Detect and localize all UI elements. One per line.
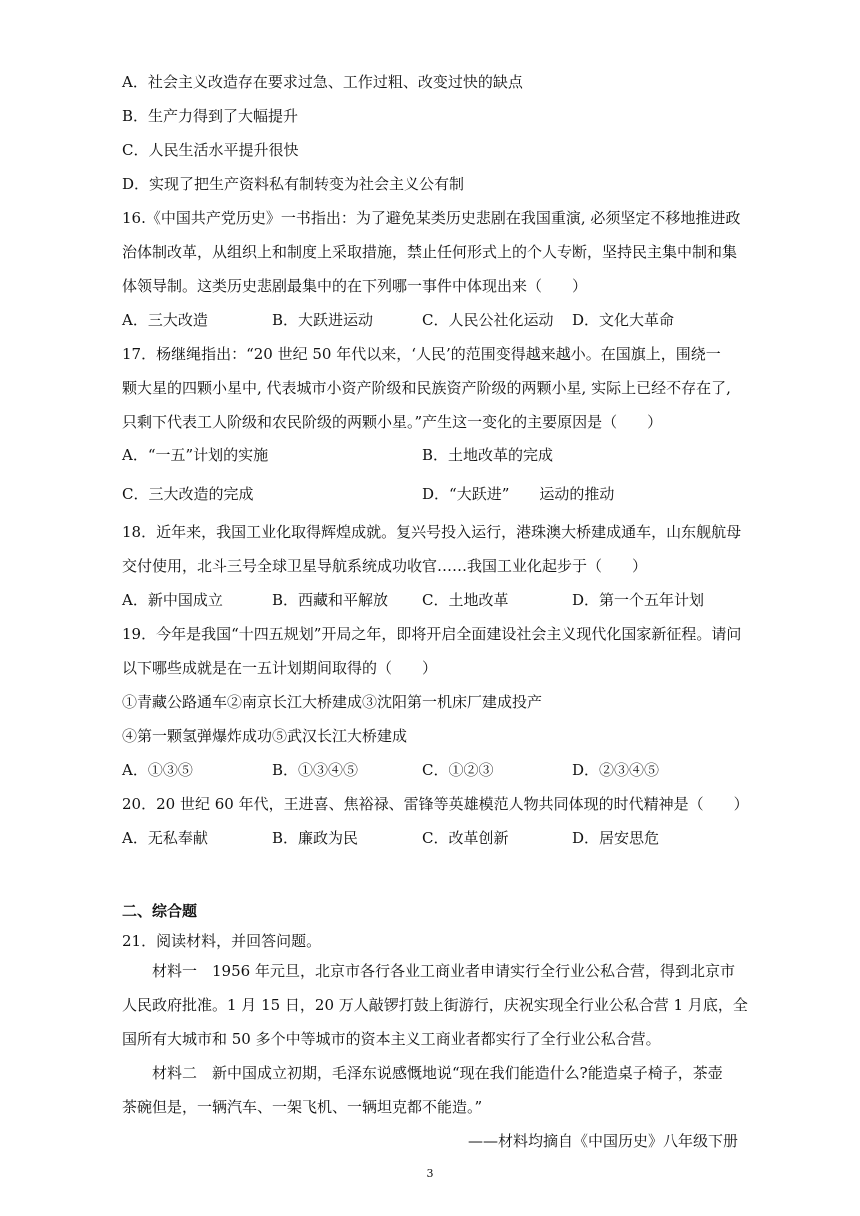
q17-stem-line-2: 颗大星的四颗小星中, 代表城市小资产阶级和民族资产阶级的两颗小星, 实际上已经不存在了, — [122, 379, 731, 397]
q16-stem-line-1: 16.《中国共产党历史》一书指出：为了避免某类历史悲剧在我国重演, 必须坚定不移地推进政 — [122, 209, 741, 227]
q17-stem-line-3: 只剩下代表工人阶级和农民阶级的两颗小星。”产生这一变化的主要原因是（ ） — [122, 413, 663, 431]
q19-option-d: D．②③④⑤ — [572, 761, 660, 779]
q15-option-b: B．生产力得到了大幅提升 — [122, 107, 299, 125]
q21-intro: 21．阅读材料，并回答问题。 — [122, 932, 322, 950]
section-heading: 二、综合题 — [122, 902, 198, 920]
q18-option-c: C．土地改革 — [422, 591, 509, 609]
q15-option-d: D．实现了把生产资料私有制转变为社会主义公有制 — [122, 175, 465, 193]
q17-option-a: A．“一五”计划的实施 — [122, 446, 269, 464]
q20-option-c: C．改革创新 — [422, 829, 509, 847]
material1-line-2: 人民政府批准。1 月 15 日，20 万人敲锣打鼓上街游行，庆祝实现全行业公私合营 1 月底，全 — [122, 996, 748, 1014]
q20-option-d: D．居安思危 — [572, 829, 660, 847]
q16-option-b: B．大跃进运动 — [272, 311, 374, 329]
q16-stem-line-3: 体领导制。这类历史悲剧最集中的在下列哪一事件中体现出来（ ） — [122, 277, 588, 295]
material1-line-3: 国所有大城市和 50 多个中等城市的资本主义工商业者都实行了全行业公私合营。 — [122, 1030, 661, 1048]
page-number: 3 — [426, 1167, 434, 1180]
q16-option-d: D．文化大革命 — [572, 311, 675, 329]
q17-option-c: C．三大改造的完成 — [122, 485, 254, 503]
q19-option-a: A．①③⑤ — [122, 761, 193, 779]
q17-option-d: D．“大跃进” 运动的推动 — [422, 485, 615, 503]
q20-option-b: B．廉政为民 — [272, 829, 359, 847]
q16-stem-line-2: 治体制改革，从组织上和制度上采取措施，禁止任何形式上的个人专断，坚持民主集中制和集 — [122, 243, 738, 261]
q18-option-d: D．第一个五年计划 — [572, 591, 705, 609]
q19-stem-line-2: 以下哪些成就是在一五计划期间取得的（ ） — [122, 659, 438, 677]
q19-stem-line-1: 19．今年是我国“十四五规划”开局之年，即将开启全面建设社会主义现代化国家新征程。请问 — [122, 625, 742, 643]
material2-line-2: 茶碗但是，一辆汽车、一架飞机、一辆坦克都不能造。” — [122, 1098, 483, 1116]
material-source: ——材料均摘自《中国历史》八年级下册 — [467, 1132, 738, 1150]
q15-option-a: A．社会主义改造存在要求过急、工作过粗、改变过快的缺点 — [122, 73, 523, 91]
q20-stem-line-1: 20．20 世纪 60 年代，王进喜、焦裕禄、雷锋等英雄模范人物共同体现的时代精神是（ ） — [122, 795, 749, 813]
q18-stem-line-1: 18．近年来，我国工业化取得辉煌成就。复兴号投入运行，港珠澳大桥建成通车，山东舰航母 — [122, 523, 742, 541]
q17-option-b: B．土地改革的完成 — [422, 446, 554, 464]
q20-option-a: A．无私奉献 — [122, 829, 208, 847]
q17-stem-line-1: 17．杨继绳指出：“20 世纪 50 年代以来，‘人民’的范围变得越来越小。在国旗上，围绕一 — [122, 345, 721, 363]
q19-option-b: B．①③④⑤ — [272, 761, 359, 779]
material1-line-1: 材料一 1956 年元旦，北京市各行各业工商业者申请实行全行业公私合营，得到北京市 — [122, 962, 735, 980]
q19-stem-line-4: ④第一颗氢弹爆炸成功⑤武汉长江大桥建成 — [122, 727, 408, 745]
material2-line-1: 材料二 新中国成立初期，毛泽东说感慨地说“现在我们能造什么?能造桌子椅子，茶壶 — [122, 1064, 723, 1082]
q18-option-b: B．西藏和平解放 — [272, 591, 389, 609]
q19-stem-line-3: ①青藏公路通车②南京长江大桥建成③沈阳第一机床厂建成投产 — [122, 693, 543, 711]
q19-option-c: C．①②③ — [422, 761, 494, 779]
q18-option-a: A．新中国成立 — [122, 591, 223, 609]
q15-option-c: C．人民生活水平提升很快 — [122, 141, 299, 159]
q18-stem-line-2: 交付使用，北斗三号全球卫星导航系统成功收官……我国工业化起步于（ ） — [122, 557, 648, 575]
q16-option-c: C．人民公社化运动 — [422, 311, 554, 329]
q16-option-a: A．三大改造 — [122, 311, 208, 329]
